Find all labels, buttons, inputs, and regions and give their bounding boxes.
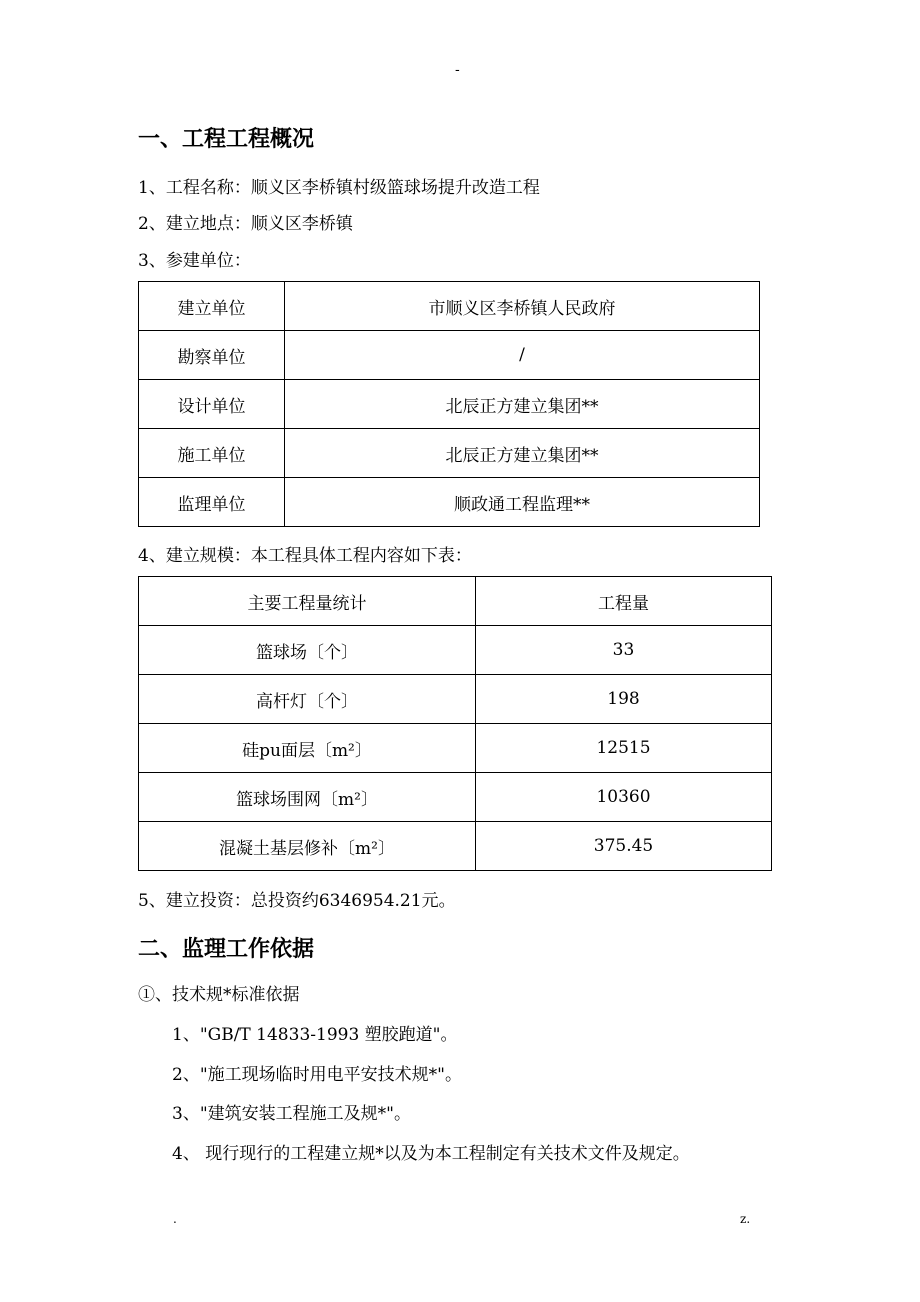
item-cell: 高杆灯〔个〕 — [139, 675, 476, 724]
table-row — [139, 282, 760, 331]
unit-label: 建立单位 — [139, 282, 285, 331]
table-row — [139, 478, 760, 527]
unit-value: 北辰正方建立集团** — [285, 429, 760, 478]
table-row — [139, 626, 772, 675]
column-header: 工程量 — [476, 577, 772, 626]
unit-value: 北辰正方建立集团** — [285, 380, 760, 429]
table-row — [139, 331, 760, 380]
scale-table — [138, 576, 772, 871]
footer-right-mark: z. — [740, 1212, 751, 1226]
basis-item: 3、"建筑安装工程施工及规*"。 — [172, 1104, 411, 1124]
item-cell: 硅pu面层〔m²〕 — [139, 724, 476, 773]
section2-title: 二、监理工作依据 — [138, 937, 315, 962]
unit-label: 施工单位 — [139, 429, 285, 478]
investment: 5、建立投资：总投资约6346954.21元。 — [138, 891, 456, 911]
item-cell: 混凝土基层修补〔m²〕 — [139, 822, 476, 871]
qty-cell: 375.45 — [476, 822, 772, 871]
unit-value: / — [285, 331, 760, 380]
item-cell: 篮球场〔个〕 — [139, 626, 476, 675]
table-row — [139, 822, 772, 871]
qty-cell: 33 — [476, 626, 772, 675]
table-row — [139, 724, 772, 773]
participants-label: 3、参建单位： — [138, 251, 251, 271]
section1-title: 一、工程工程概况 — [138, 127, 315, 152]
unit-label: 监理单位 — [139, 478, 285, 527]
table-row — [139, 429, 760, 478]
unit-value: 市顺义区李桥镇人民政府 — [285, 282, 760, 331]
footer-left-mark: . — [173, 1212, 177, 1226]
column-header: 主要工程量统计 — [139, 577, 476, 626]
basis-item: 1、"GB/T 14833-1993 塑胶跑道"。 — [172, 1025, 458, 1045]
unit-value: 顺政通工程监理** — [285, 478, 760, 527]
qty-cell: 198 — [476, 675, 772, 724]
basis-item: 4、 现行现行的工程建立规*以及为本工程制定有关技术文件及规定。 — [172, 1144, 690, 1164]
table-row — [139, 380, 760, 429]
table-header-row — [139, 577, 772, 626]
project-name: 1、工程名称：顺义区李桥镇村级篮球场提升改造工程 — [138, 178, 540, 198]
units-table — [138, 281, 760, 527]
qty-cell: 10360 — [476, 773, 772, 822]
scale-label: 4、建立规模：本工程具体工程内容如下表： — [138, 546, 472, 566]
unit-label: 设计单位 — [139, 380, 285, 429]
basis-item: 2、"施工现场临时用电平安技术规*"。 — [172, 1065, 462, 1085]
header-mark: - — [455, 62, 460, 78]
technical-standards-heading: ①、技术规*标准依据 — [138, 985, 300, 1005]
qty-cell: 12515 — [476, 724, 772, 773]
table-row — [139, 675, 772, 724]
item-cell: 篮球场围网〔m²〕 — [139, 773, 476, 822]
table-row — [139, 773, 772, 822]
project-location: 2、建立地点：顺义区李桥镇 — [138, 214, 353, 234]
unit-label: 勘察单位 — [139, 331, 285, 380]
